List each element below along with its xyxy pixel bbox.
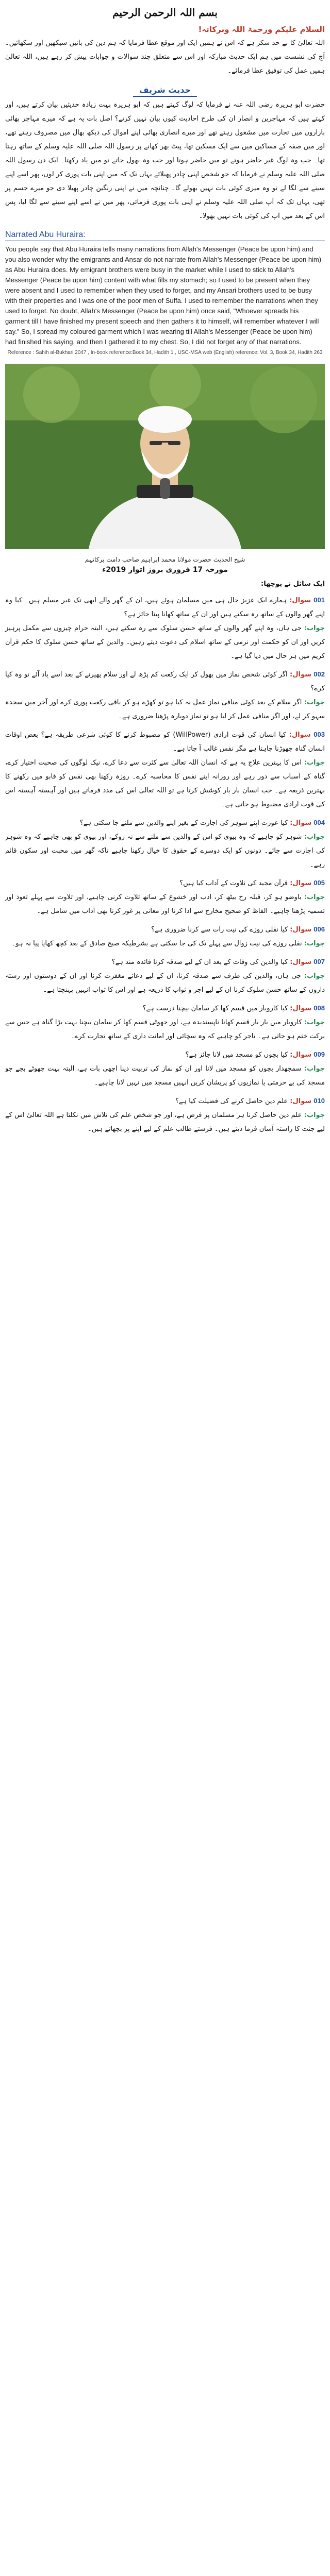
qa-intro: ایک سائل نے پوچھا: [261,580,325,588]
question-mark: سوال: [290,1051,312,1059]
answer-mark: جواب: [304,833,325,841]
question-number: 002 [314,670,325,678]
question [0,1047,330,1062]
answer [0,969,330,997]
answer-text: کاروبار میں بار بار قسم کھانا ناپسندیدہ ہے، اور جھوٹی قسم کھا کر سامان بیچنا بہت بڑا گناہ ہے جس سے برکت ختم ہو جاتی ہے۔ تاجر کو چاہیے کہ وہ سچائی اور امانت داری کے ساتھ تجارت کرے۔ [5,1019,325,1040]
qa-item [0,955,330,997]
question-mark: سوال: [290,1097,312,1105]
english-title: Narrated Abu Huraira: [5,227,325,241]
question-text: کیا کاروبار میں قسم کھا کر سامان بیچنا درست ہے؟ [142,1005,288,1012]
answer-text: باوضو ہو کر، قبلہ رخ بیٹھ کر، ادب اور خشوع کے ساتھ تلاوت کرنی چاہیے، اور تلاوت سے پہلے تعوذ اور تسمیہ پڑھنا چاہیے۔ الفاظ کو صحیح مخارج سے ادا کرنا اور معانی پر غور کرنا بھی آداب میں شامل ہے۔ [5,893,325,915]
hadith-reference: Reference : Sahih al-Bukhari 2047 , In-book reference:Book 34, Hadith 1 , USC-MSA web (English) reference: Vol. 3, Book 34, Hadith 263 [7,350,323,355]
question-mark: سوال: [290,819,312,827]
qa-item [0,922,330,951]
question-text: کیا نفلی روزے کی نیت رات سے کرنا ضروری ہے؟ [151,926,288,934]
answer [0,1015,330,1043]
qa-item [0,816,330,872]
speaker-photo-illustration [5,364,325,549]
qa-item [0,1094,330,1136]
answer-mark: جواب: [304,972,325,980]
answer-text: اس کا بہترین علاج یہ ہے کہ انسان اللہ تعالیٰ سے کثرت سے دعا کرے، نیک لوگوں کی صحبت اختیار کرے، گناہ کے اسباب سے دور رہے اور روزانہ اپنے نفس کا محاسبہ کرے۔ روزہ رکھنا بھی نفس کو قابو میں رکھنے کا بہترین ذریعہ ہے۔ جب انسان بار بار کوشش کرتا ہے تو اللہ تعالیٰ اس کی مدد فرماتے ہیں اور آہستہ آہستہ اس کی قوت ارادی مضبوط ہو جاتی ہے۔ [5,759,325,808]
answer [0,621,330,663]
qa-item [0,667,330,723]
answer [0,1062,330,1090]
question-text: قرآن مجید کی تلاوت کے آداب کیا ہیں؟ [179,879,288,887]
answer-mark: جواب: [304,1111,325,1119]
question-mark: سوال: [290,926,312,934]
question [0,922,330,937]
answer [0,937,330,951]
answer [0,696,330,723]
question-number: 005 [314,879,325,887]
qa-item [0,593,330,663]
speaker-photo [5,364,325,549]
answer-text: سمجھدار بچوں کو مسجد میں لانا اور ان کو نماز کی تربیت دینا اچھی بات ہے، البتہ بہت چھوٹے بچے جو مسجد کی بے حرمتی یا نمازیوں کو پریشان کریں انہیں مسجد میں نہیں لانا چاہیے۔ [5,1065,325,1087]
question-mark: سوال: [290,879,312,887]
answer-text: جی ہاں، والدین کی طرف سے صدقہ کرنا، ان کے لیے دعائے مغفرت کرنا اور ان کے دوستوں اور رشتہ داروں کے ساتھ حسن سلوک کرنا ان کے لیے اجر و ثواب کا ذریعہ ہے اور اس کا ثواب انہیں پہنچتا ہے۔ [5,972,325,994]
question-text: علم دین حاصل کرنے کی فضیلت کیا ہے؟ [175,1097,288,1105]
question-text: اگر کوئی شخص نماز میں بھول کر ایک رکعت کم پڑھ لے اور سلام پھیرنے کے بعد اسے یاد آئے تو وہ کیا کرے؟ [5,671,325,692]
question-number: 006 [314,925,325,933]
answer-text: اگر سلام کے بعد کوئی منافی نماز عمل نہ کیا ہو تو کھڑے ہو کر باقی رکعت پوری کرے اور آخر میں سجدہ سہو کر لے، اور اگر منافی عمل کر لیا ہو تو نماز دوبارہ پڑھنا ضروری ہے۔ [5,699,325,720]
answer-text: جی ہاں، وہ اپنے گھر والوں کے ساتھ حسن سلوک سے رہ سکتے ہیں، البتہ حرام چیزوں سے مکمل پرہیز کریں اور ان کو حکمت اور نرمی کے ساتھ اسلام کی دعوت دیتے رہیں۔ والدین کے ساتھ حسن سلوک کا حکم قرآن کریم میں ہر حال میں دیا گیا ہے۔ [5,624,325,660]
qa-item [0,1047,330,1090]
question-mark: سوال: [290,671,311,679]
question-text: کیا بچوں کو مسجد میں لانا جائز ہے؟ [185,1051,288,1059]
question [0,1094,330,1108]
question [0,1001,330,1015]
question [0,816,330,830]
answer-mark: جواب: [304,1065,325,1073]
question-text: کیا عورت اپنے شوہر کی اجازت کے بغیر اپنے والدین سے ملنے جا سکتی ہے؟ [79,819,288,827]
question [0,667,330,696]
hadith-heading-label: حدیث شریف [133,85,197,97]
answer-text: نفلی روزے کی نیت زوال سے پہلے تک کی جا سکتی ہے بشرطیکہ صبح صادق کے بعد کچھ کھایا پیا نہ ہو۔ [11,940,302,947]
question-text: کیا انسان کی قوت ارادی (WillPower) کو مضبوط کرنے کا کوئی شرعی طریقہ ہے؟ بعض اوقات انسان گناہ چھوڑنا چاہتا ہے مگر نفس غالب آ جاتا ہے۔ [5,731,325,753]
english-body: You people say that Abu Huraira tells many narrations from Allah's Messenger (Peace be upon him) and you also wonder why the emigrants and Ansar do not narrate from Allah's Messenger (Peace be upon him) as Abu Huraira does. My emigrant brothers were busy in the market while I used to stick to Allah's Messenger (Peace be upon him) content with what fills my stomach; so I used to be present when they were absent and I used to remember when they used to forget, and my Ansari brothers used to be busy with their properties and I was one of the poor men of Suffa. I used to remember the narrations when they used to forget. No doubt, Allah's Messenger (Peace be upon him) once said, "Whoever spreads his garment till I have finished my present speech and then gathers it to himself, will remember whatever I will say." So, I spread my coloured garment which I was wearing till Allah's Messenger (Peace be upon him) had finished his saying, and then I gathered it to my chest. So, I did not forget any of that narrations. [5,245,322,346]
qa-item [0,876,330,918]
answer [0,890,330,918]
speaker-photo-frame [0,362,330,551]
answer-mark: جواب: [304,759,325,767]
question-text: کیا والدین کی وفات کے بعد ان کے لیے صدقہ کرنا فائدہ مند ہے؟ [111,958,288,966]
answer-text: علم دین حاصل کرنا ہر مسلمان پر فرض ہے، اور جو شخص علم کی تلاش میں نکلتا ہے اللہ تعالیٰ اس کے لیے جنت کا راستہ آسان فرما دیتے ہیں۔ فرشتے طالب علم کے لیے اپنے پر بچھاتے ہیں۔ [5,1111,325,1133]
question-mark: سوال: [290,1005,312,1012]
answer [0,1108,330,1136]
question-number: 007 [314,958,325,965]
question [0,727,330,756]
bismillah-heading: بسم اللہ الرحمن الرحیم [112,6,218,19]
answer-mark: جواب: [304,1019,325,1026]
lecture-date: مورخہ 17 فروری بروز اتوار 2019ء [102,566,228,574]
question-number: 001 [314,596,325,604]
question-number: 010 [314,1097,325,1105]
hadith-urdu-text: حضرت ابو ہریرہ رضی اللہ عنہ نے فرمایا کہ لوگ کہتے ہیں کہ ابو ہریرہ بہت زیادہ حدیثیں بیان کرتے ہیں، اور کہتے ہیں کہ مہاجرین و انصار ان کی طرح احادیث کیوں بیان نہیں کرتے؟ اصل بات یہ ہے کہ میرے مہاجر بھائی بازاروں میں تجارت میں مشغول رہتے تھے اور میرے انصاری بھائی اپنے اموال کی دیکھ بھال میں مصروف رہتے تھے، اور میں صفہ کے مساکین میں سے ایک مسکین تھا، پیٹ بھر کھانے پر رسول اللہ صلی اللہ علیہ وسلم کے ساتھ رہتا تھا۔ جب وہ لوگ غیر حاضر ہوتے تو میں حاضر ہوتا اور جب وہ بھول جاتے تو میں یاد رکھتا۔ ایک دن رسول اللہ صلی اللہ علیہ وسلم نے فرمایا کہ جو شخص اپنی چادر پھیلائے یہاں تک کہ میں اپنی بات پوری کر لوں، پھر اسے اپنے سینے سے لگا لے تو وہ میری کوئی بات نہیں بھولے گا۔ چنانچہ میں نے اپنی رنگین چادر پھیلا دی جو میرے جسم پر تھی، یہاں تک کہ آپ صلی اللہ علیہ وسلم نے اپنی بات پوری فرمائی، پھر میں نے اسے اپنے سینے سے لگا لیا، پس اس کے بعد میں آپ کی کوئی بات نہیں بھولا۔ [5,101,325,220]
question-mark: سوال: [289,731,311,739]
greeting: السلام علیکم ورحمۃ اللہ وبرکاتہ! [198,25,325,34]
answer-mark: جواب: [304,699,325,706]
question [0,955,330,969]
question-number: 003 [314,731,325,738]
intro-paragraph: اللہ تعالیٰ کا بے حد شکر ہے کہ اس نے ہمیں ایک اور موقع عطا فرمایا کہ ہم دین کی باتیں سیکھیں اور سکھائیں۔ آج کی نشست میں ہم ایک حدیث مبارکہ اور اس سے متعلق چند سوالات و جوابات پیش کر رہے ہیں، اللہ تعالیٰ ہمیں عمل کی توفیق عطا فرمائے۔ [5,39,325,75]
answer-mark: جواب: [304,893,325,901]
speaker-caption: شیخ الحدیث حضرت مولانا محمد ابراہیم صاحب دامت برکاتہم [85,556,245,563]
question-text: ہمارے ایک عزیز حال ہی میں مسلمان ہوئے ہیں، ان کے گھر والے ابھی تک غیر مسلم ہیں۔ کیا وہ اپنے گھر والوں کے ساتھ رہ سکتے ہیں اور ان کے ساتھ کھانا پینا جائز ہے؟ [5,597,325,618]
qa-item [0,1001,330,1043]
answer-mark: جواب: [304,940,325,947]
question-number: 008 [314,1004,325,1012]
question-mark: سوال: [290,958,312,966]
qa-item [0,727,330,811]
answer-mark: جواب: [304,624,325,632]
question-number: 004 [314,819,325,826]
answer [0,830,330,872]
hadith-heading [0,82,330,98]
question [0,876,330,890]
question [0,593,330,621]
qa-list [0,593,330,1136]
question-number: 009 [314,1050,325,1058]
question-mark: سوال: [289,597,311,604]
answer-text: شوہر کو چاہیے کہ وہ بیوی کو اس کے والدین سے ملنے سے نہ روکے، اور بیوی کو بھی چاہیے کہ وہ شوہر کی اجازت سے جائے۔ دونوں کو ایک دوسرے کے حقوق کا خیال رکھنا چاہیے تاکہ گھر میں محبت اور سکون قائم رہے۔ [5,833,325,869]
answer [0,756,330,811]
